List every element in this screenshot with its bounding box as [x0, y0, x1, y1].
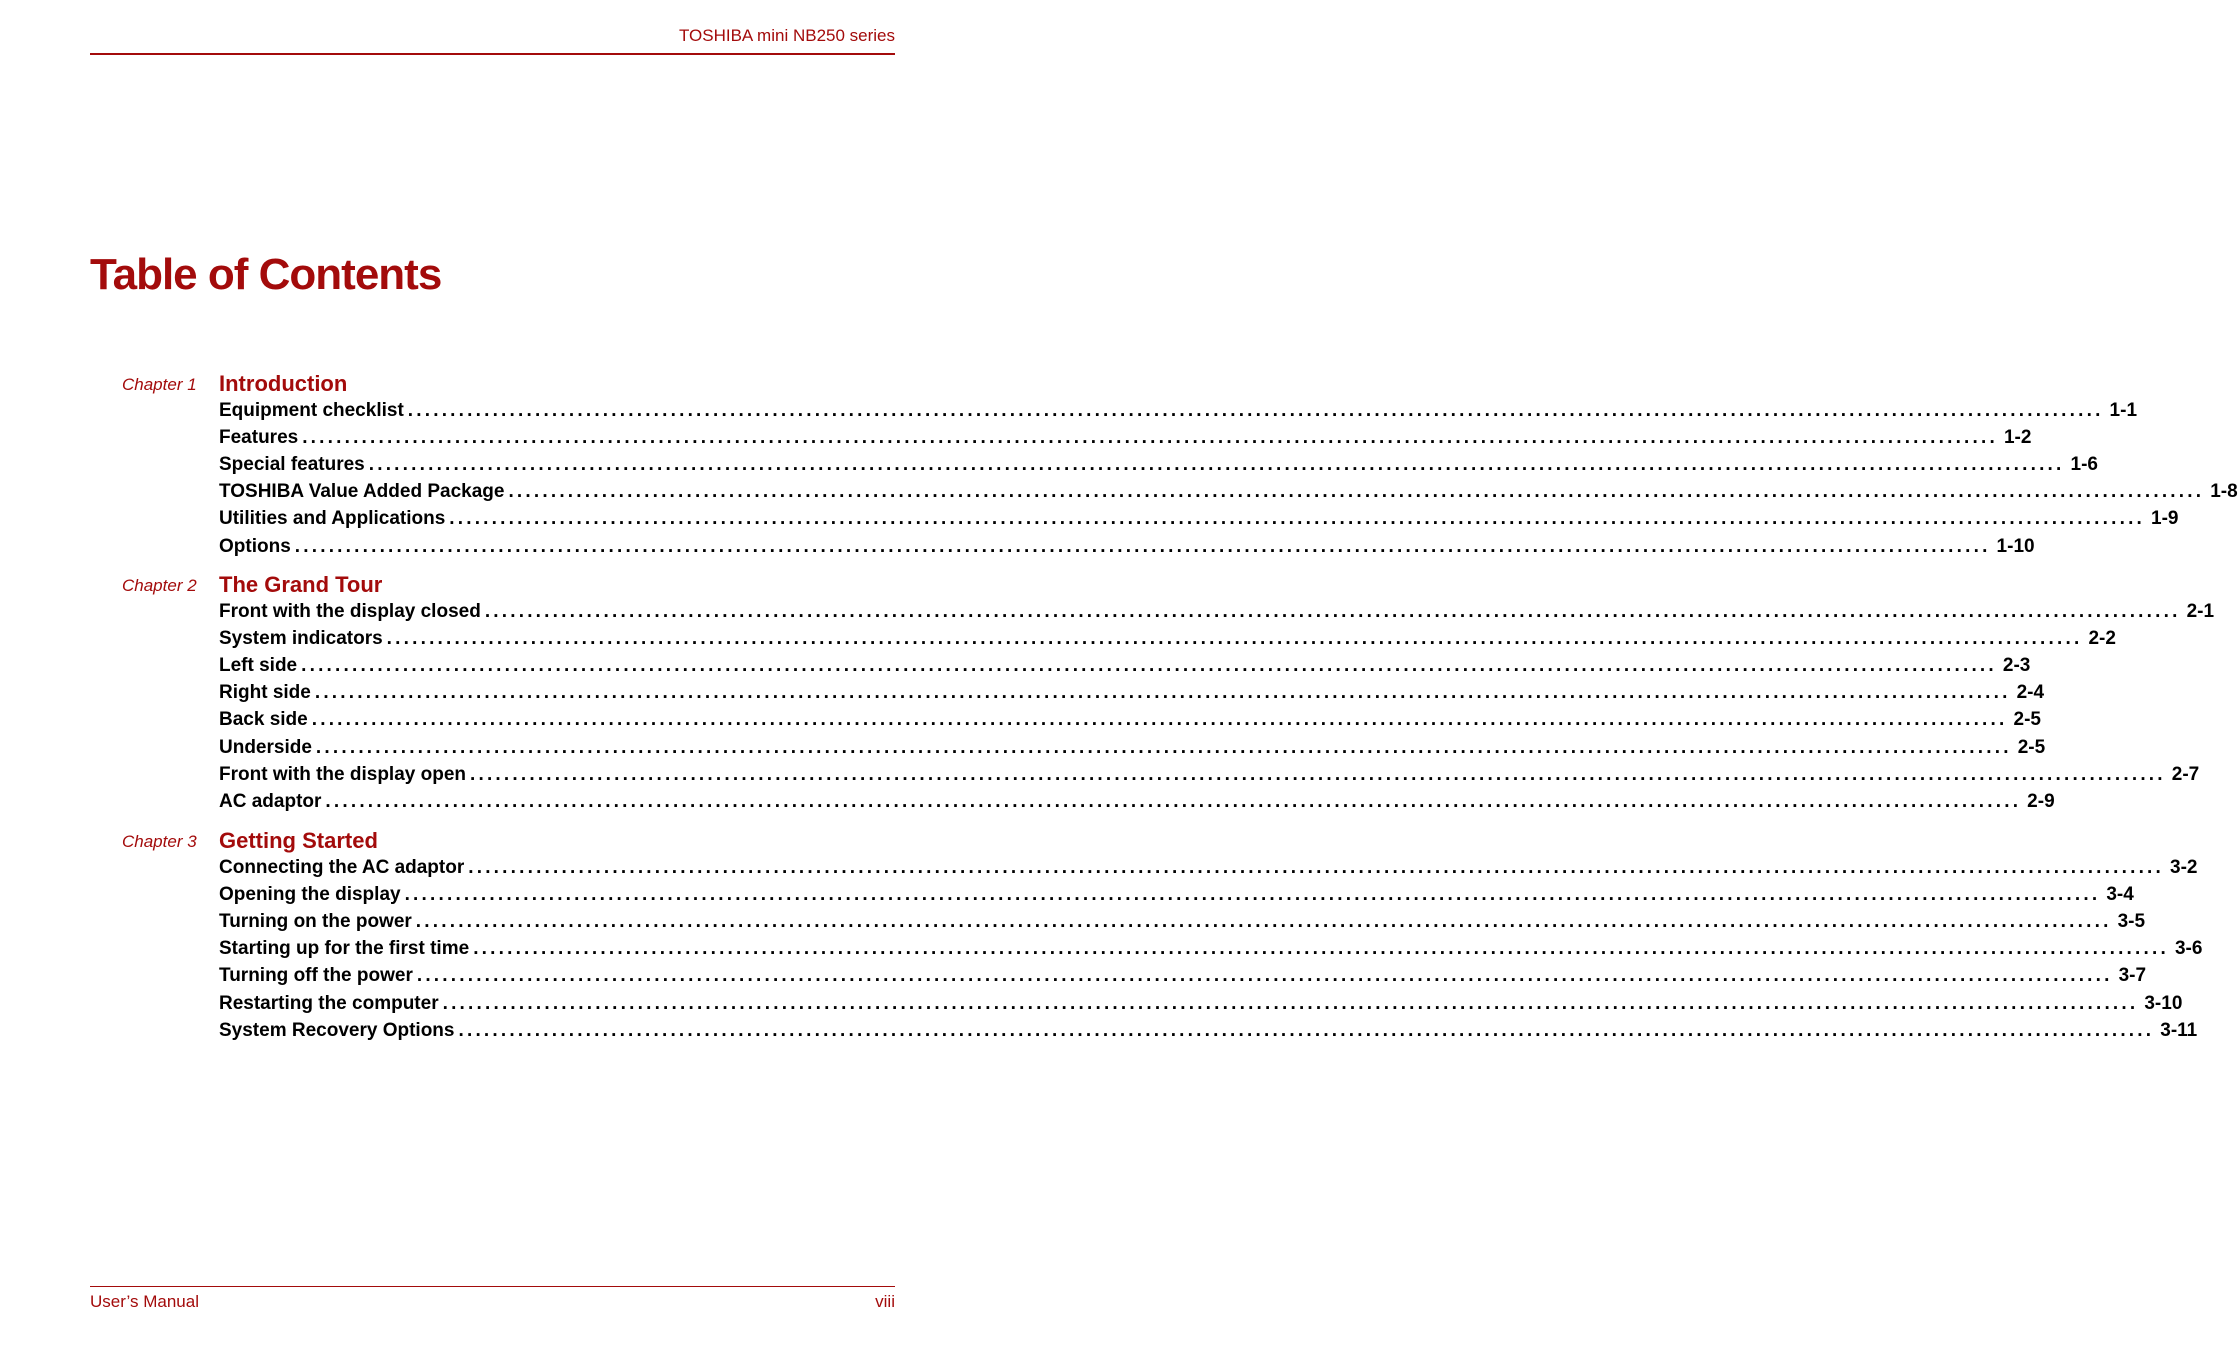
toc-entry[interactable]	[219, 625, 2116, 652]
footer-manual-label: User’s Manual	[90, 1292, 199, 1311]
toc-entry-page: 1-8	[2204, 481, 2237, 503]
toc-entry-title: Turning on the power	[219, 911, 416, 933]
chapter-title[interactable]: Introduction	[219, 371, 348, 396]
toc-entry-page: 3-5	[2112, 911, 2145, 933]
footer-rule	[90, 1286, 895, 1287]
toc-entry[interactable]	[219, 908, 2146, 935]
toc-entry-title: Front with the display open	[219, 764, 470, 786]
toc-entry[interactable]	[219, 936, 2203, 963]
toc-entry-title: Front with the display closed	[219, 601, 485, 623]
chapter-title[interactable]: Getting Started	[219, 828, 378, 853]
toc-entry-title: System Recovery Options	[219, 1020, 458, 1042]
toc-entry[interactable]	[219, 451, 2098, 478]
page-title: Table of Contents	[90, 250, 442, 299]
dot-leader: ........................................................................................................................................................................................................	[470, 763, 2166, 785]
dot-leader: ........................................................................................................................................................................................................	[314, 682, 2011, 704]
toc-entry-page: 2-4	[2011, 682, 2044, 704]
toc-entry-page: 2-2	[2082, 628, 2115, 650]
dot-leader: ........................................................................................................................................................................................................	[407, 399, 2104, 421]
toc-entry-title: Opening the display	[219, 884, 405, 906]
toc-entry-title: Utilities and Applications	[219, 508, 449, 530]
chapter-entries	[219, 854, 2203, 1044]
dot-leader: ........................................................................................................................................................................................................	[442, 992, 2139, 1014]
chapter-label: Chapter 3	[122, 832, 197, 851]
toc-entry-title: Restarting the computer	[219, 993, 443, 1015]
toc-entry-title: System indicators	[219, 628, 387, 650]
toc-entry[interactable]	[219, 734, 2046, 761]
toc-entry[interactable]	[219, 881, 2134, 908]
toc-entry-title: Turning off the power	[219, 965, 417, 987]
toc-entry[interactable]	[219, 854, 2198, 881]
toc-entry-title: Back side	[219, 709, 312, 731]
toc-entry-page: 1-2	[1998, 427, 2031, 449]
toc-entry[interactable]	[219, 761, 2200, 788]
toc-entry-page: 2-1	[2181, 601, 2214, 623]
toc-entry[interactable]	[219, 990, 2183, 1017]
toc-entry-page: 2-3	[1997, 655, 2030, 677]
dot-leader: ........................................................................................................................................................................................................	[416, 965, 2113, 987]
toc-entry[interactable]	[219, 397, 2138, 424]
dot-leader: ........................................................................................................................................................................................................	[315, 736, 2012, 758]
dot-leader: ........................................................................................................................................................................................................	[325, 790, 2022, 812]
toc-entry[interactable]	[219, 788, 2055, 815]
toc-entry-title: Connecting the AC adaptor	[219, 857, 468, 879]
toc-entry-page: 3-10	[2138, 993, 2182, 1015]
header-rule	[90, 53, 895, 55]
toc-entry-title: Right side	[219, 682, 315, 704]
dot-leader: ........................................................................................................................................................................................................	[302, 426, 1998, 448]
dot-leader: ........................................................................................................................................................................................................	[404, 883, 2101, 905]
dot-leader: ........................................................................................................................................................................................................	[301, 654, 1997, 676]
toc-entry-page: 2-5	[2008, 709, 2041, 731]
toc-entry-page: 3-11	[2154, 1020, 2197, 1042]
toc-entry-page: 1-10	[1991, 536, 2035, 558]
dot-leader: ........................................................................................................................................................................................................	[449, 508, 2146, 530]
dot-leader: ........................................................................................................................................................................................................	[311, 709, 2008, 731]
toc-entry-page: 2-7	[2166, 764, 2199, 786]
toc-entry-title: Options	[219, 536, 295, 558]
toc-entry[interactable]	[219, 1017, 2198, 1044]
chapter-entries	[219, 397, 2238, 560]
toc-entry[interactable]	[219, 424, 2032, 451]
toc-entry-page: 1-1	[2104, 400, 2137, 422]
toc-entry[interactable]	[219, 652, 2031, 679]
dot-leader: ........................................................................................................................................................................................................	[386, 627, 2083, 649]
dot-leader: ........................................................................................................................................................................................................	[484, 600, 2181, 622]
toc-entry-title: Features	[219, 427, 302, 449]
toc-entry-page: 2-9	[2021, 791, 2054, 813]
dot-leader: ........................................................................................................................................................................................................	[458, 1019, 2155, 1041]
toc-entry-title: Underside	[219, 737, 316, 759]
toc-entry-page: 2-5	[2012, 737, 2045, 759]
toc-entry-title: TOSHIBA Value Added Package	[219, 481, 508, 503]
toc-entry-title: Equipment checklist	[219, 400, 408, 422]
toc-entry[interactable]	[219, 479, 2238, 506]
dot-leader: ........................................................................................................................................................................................................	[415, 910, 2112, 932]
chapter-title[interactable]: The Grand Tour	[219, 572, 383, 597]
toc-entry[interactable]	[219, 598, 2215, 625]
toc-entry[interactable]	[219, 506, 2179, 533]
toc-entry-page: 3-4	[2100, 884, 2133, 906]
toc-entry-page: 1-9	[2145, 508, 2178, 530]
dot-leader: ........................................................................................................................................................................................................	[368, 453, 2065, 475]
chapter-entries	[219, 598, 2215, 816]
toc-entry-page: 3-7	[2113, 965, 2146, 987]
toc-entry-page: 1-6	[2065, 454, 2098, 476]
footer-page-number: viii	[875, 1292, 895, 1311]
toc-entry-page: 3-6	[2169, 938, 2202, 960]
toc-entry-title: Left side	[219, 655, 301, 677]
toc-entry-page: 3-2	[2164, 857, 2197, 879]
chapter-label: Chapter 2	[122, 576, 197, 595]
chapter-label: Chapter 1	[122, 375, 197, 394]
toc-entry-title: AC adaptor	[219, 791, 325, 813]
toc-entry[interactable]	[219, 680, 2045, 707]
toc-entry-title: Starting up for the first time	[219, 938, 473, 960]
toc-entry[interactable]	[219, 963, 2147, 990]
dot-leader: ........................................................................................................................................................................................................	[468, 856, 2165, 878]
dot-leader: ........................................................................................................................................................................................................	[294, 535, 1991, 557]
toc-entry[interactable]	[219, 707, 2041, 734]
toc-entry[interactable]	[219, 533, 2035, 560]
toc-entry-title: Special features	[219, 454, 369, 476]
dot-leader: ........................................................................................................................................................................................................	[473, 938, 2169, 960]
dot-leader: ........................................................................................................................................................................................................	[508, 481, 2205, 503]
header-product-name: TOSHIBA mini NB250 series	[678, 26, 895, 45]
